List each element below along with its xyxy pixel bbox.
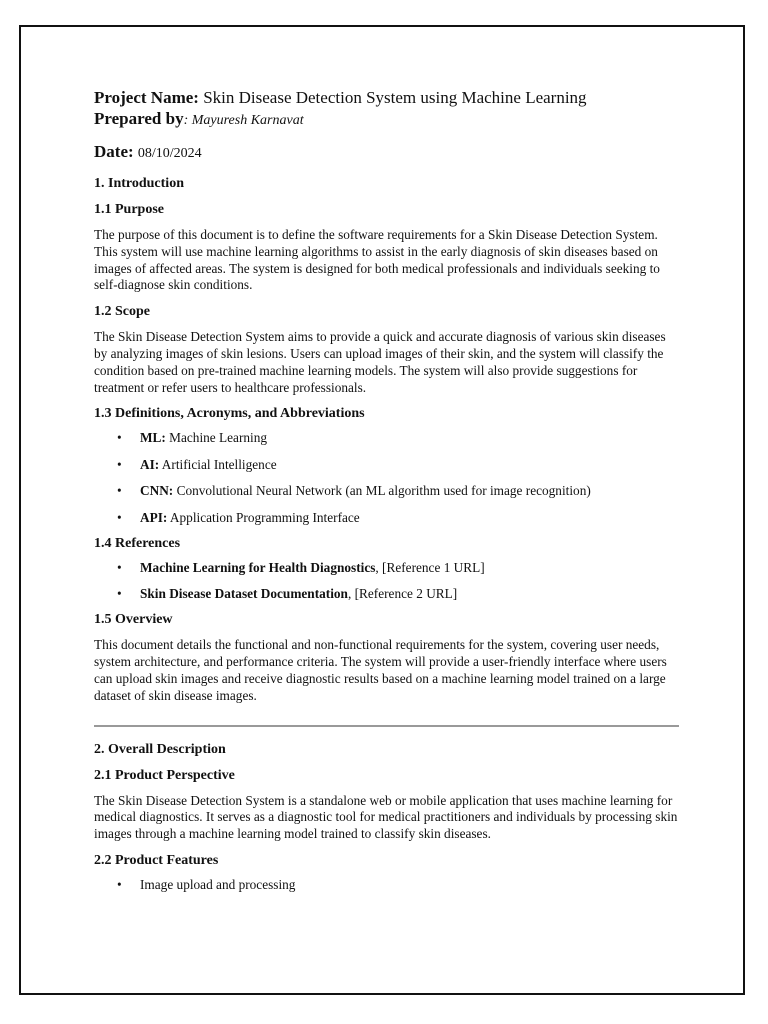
references-list: [94, 559, 679, 603]
product-features-heading: 2.2 Product Features: [94, 852, 219, 868]
definition-desc: Convolutional Neural Network (an ML algorithm used for image recognition): [173, 483, 591, 499]
reference-url: , [Reference 1 URL]: [375, 559, 485, 575]
reference-item: [140, 559, 679, 576]
definition-desc: Machine Learning: [165, 430, 268, 446]
reference-item: [140, 585, 679, 602]
definitions-heading: 1.3 Definitions, Acronyms, and Abbreviations: [94, 406, 365, 422]
section-introduction-heading: 1. Introduction: [94, 176, 184, 191]
prepared-by-value: : Mayuresh Karnavat: [183, 113, 304, 128]
product-perspective-heading: 2.1 Product Perspective: [94, 767, 235, 783]
overview-heading: 1.5 Overview: [94, 612, 173, 628]
reference-url: , [Reference 2 URL]: [347, 586, 458, 602]
product-perspective-paragraph: The Skin Disease Detection System is a standalone web or mobile application that uses machine learning for medical diagnostics. It serves as a diagnostic tool for medical practitioners and individuals by processing skin images through a machine learning model trained to classify skin diseases.: [94, 792, 678, 842]
document-page: [19, 25, 745, 995]
definition-term: ML:: [140, 430, 166, 446]
definition-item: [140, 509, 679, 526]
overview-paragraph: This document details the functional and non-functional requirements for the system, covering user needs, system architecture, and performance criteria. The system will provide a user-friendly interface where users can upload skin images and receive diagnostic results based on a machine learning model trained on a large dataset of skin disease images.: [94, 637, 667, 703]
definition-item: [140, 429, 679, 446]
reference-title: Machine Learning for Health Diagnostics: [140, 559, 376, 575]
purpose-paragraph: The purpose of this document is to define the software requirements for a Skin Disease Detection System. This system will use machine learning algorithms to assist in the early diagnosis of skin diseases based on images of affected areas. The system is designed for both medical professionals and individuals seeking to self-diagnose skin conditions.: [94, 227, 660, 293]
purpose-heading: 1.1 Purpose: [94, 202, 164, 217]
section-overall-description-heading: 2. Overall Description: [94, 741, 226, 757]
definition-term: CNN:: [140, 483, 174, 499]
date-line: [94, 141, 679, 164]
definition-desc: Artificial Intelligence: [159, 456, 277, 472]
date-label: Date:: [94, 142, 134, 161]
prepared-by-label: Prepared by: [94, 109, 184, 128]
definitions-list: [94, 429, 679, 526]
references-heading: 1.4 References: [94, 535, 181, 551]
project-name-label: Project Name:: [94, 88, 199, 107]
feature-item: • Image upload and processing: [140, 876, 679, 893]
document-content: [94, 87, 679, 893]
project-name-value: Skin Disease Detection System using Machine Learning: [203, 88, 587, 107]
reference-title: Skin Disease Dataset Documentation: [140, 586, 348, 602]
product-features-list: [94, 876, 679, 893]
definition-item: [140, 482, 679, 499]
definition-term: AI:: [140, 456, 160, 472]
definition-term: API:: [140, 509, 168, 525]
scope-heading: 1.2 Scope: [94, 304, 150, 320]
definition-item: [140, 456, 679, 473]
project-name-line: [94, 87, 679, 108]
section-divider: [94, 725, 679, 727]
definition-desc: Application Programming Interface: [167, 509, 360, 525]
prepared-by-line: [94, 108, 679, 131]
date-value: 08/10/2024: [137, 146, 202, 161]
scope-paragraph: The Skin Disease Detection System aims to provide a quick and accurate diagnosis of various skin diseases by analyzing images of skin lesions. Users can upload images of their skin, and the system will classify the condition based on pre-trained machine learning models. The system will also provide suggestions for treatment or refer users to healthcare professionals.: [94, 329, 666, 395]
